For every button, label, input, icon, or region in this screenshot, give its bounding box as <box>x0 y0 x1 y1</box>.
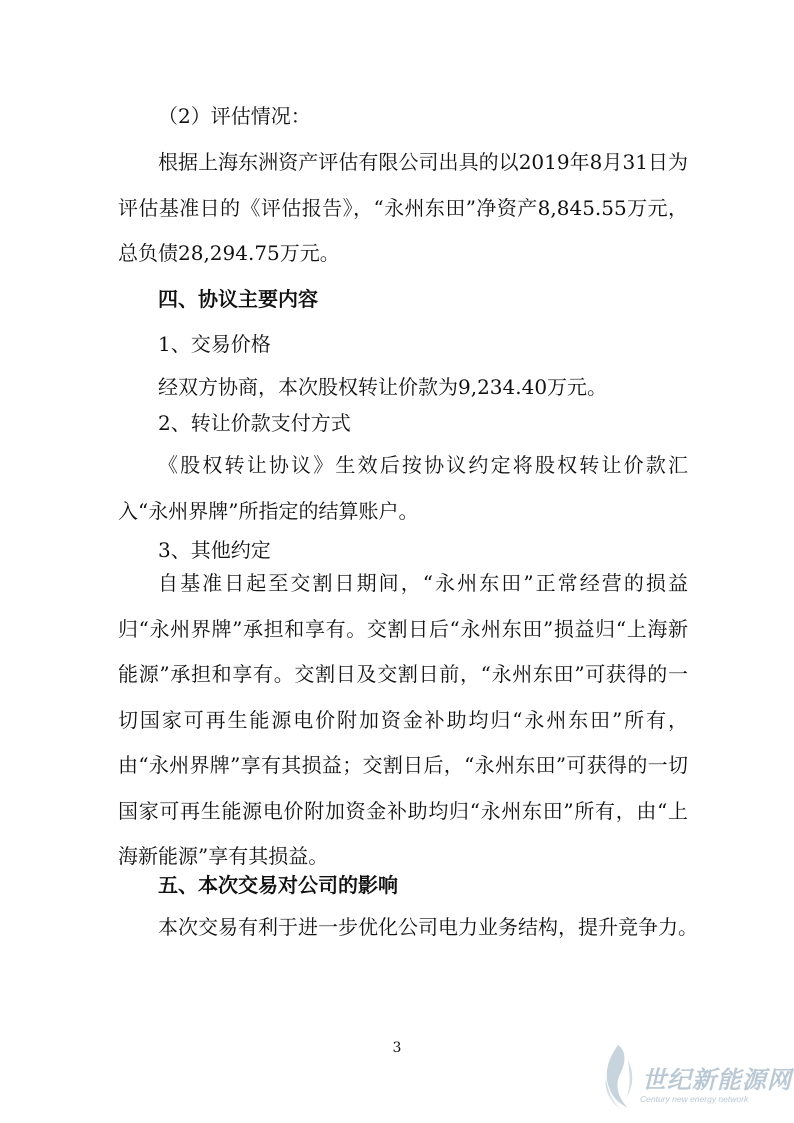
watermark <box>598 1042 792 1116</box>
flame-logo-icon <box>598 1042 638 1114</box>
item1-title: 1、交易价格 <box>158 332 271 356</box>
eval-subtitle: （2）评估情况： <box>158 104 311 128</box>
eval-paragraph: 根据上海东洲资产评估有限公司出具的以2019年8月31日为评估基准日的《评估报告》，“永州东田”净资产8,845.55万元，总负债28,294.75万元。 <box>118 150 688 265</box>
item2-title: 2、转让价款支付方式 <box>158 411 351 435</box>
item3-title: 3、其他约定 <box>158 538 271 562</box>
item1-body: 经双方协商，本次股权转让价款为9,234.40万元。 <box>158 375 608 399</box>
section-five-body: 本次交易有利于进一步优化公司电力业务结构，提升竞争力。 <box>158 915 698 939</box>
page-number: 3 <box>392 1040 402 1056</box>
item2-body: 《股权转让协议》生效后按协议约定将股权转让价款汇入“永州界牌”所指定的结算账户。 <box>118 453 688 523</box>
item3-body: 自基准日起至交割日期间，“永州东田”正常经营的损益归“永州界牌”承担和享有。交割日后“永州东田”损益归“上海新能源”承担和享有。交割日及交割日前，“永州东田”可获得的一切国家可再生能源电价附加资金补助均归“永州东田”所有，由“永州界牌”享有其损益；交割日后，“永州东田”可获得的一切国家可再生能源电价附加资金补助均归“永州东田”所有，由“上海新能源”享有其损益。 <box>118 571 688 868</box>
watermark-name-en: Century new energy network <box>640 1094 749 1104</box>
watermark-name-cn: 世纪新能源网 <box>642 1066 792 1094</box>
section-five-heading: 五、本次交易对公司的影响 <box>158 873 398 897</box>
section-four-heading: 四、协议主要内容 <box>158 287 318 311</box>
